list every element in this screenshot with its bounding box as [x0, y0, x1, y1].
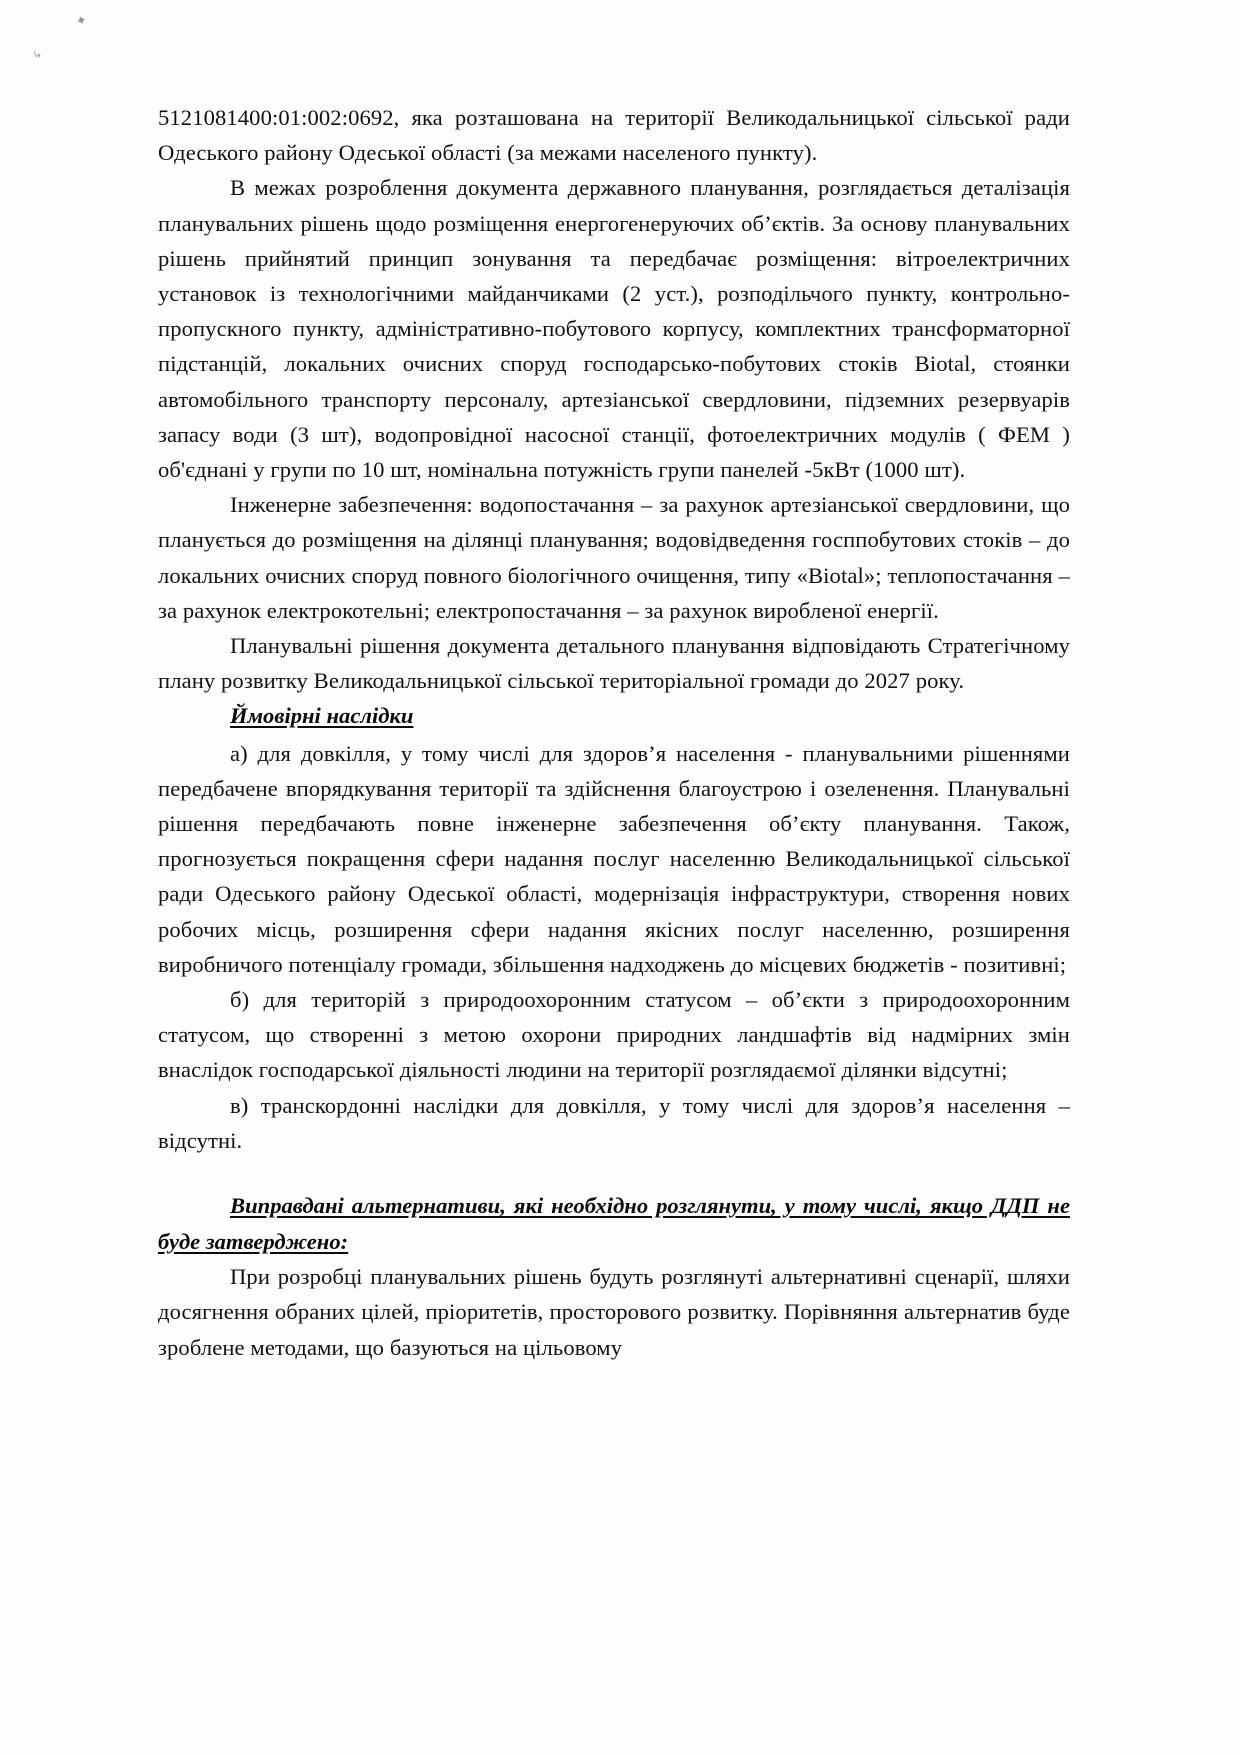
scan-artifact-icon: ✦ [73, 11, 89, 30]
paragraph-consequence-c: в) транскордонні наслідки для довкілля, у тому числі для здоров’я населення – відсутні. [158, 1092, 1070, 1153]
paragraph-cadastral-location: 5121081400:01:002:0692, яка розташована на території Великодальницької сільської ради Одеського району Одеської області (за межами населеного пункту). [158, 105, 1070, 166]
paragraph-alternatives-scenarios: При розробці планувальних рішень будуть розглянуті альтернативні сценарії, шляхи досягнення обраних цілей, пріоритетів, просторового розвитку. Порівняння альтернатив буде зроблене методами, що базуються на цільовому [158, 1264, 1070, 1360]
paragraph-strategic-plan: Планувальні рішення документа детального планування відповідають Стратегічному плану розвитку Великодальницької сільської територіальної громади до 2027 року. [158, 633, 1070, 694]
paragraph-planning-detail: В межах розроблення документа державного планування, розглядається деталізація планувальних рішень щодо розміщення енергогенеруючих об’єктів. За основу планувальних рішень прийнятий принцип зонування та передбачає розміщення: вітроелектричних установок із технологічними майданчиками (2 уст.), розподільчого пункту, контрольно-пропускного пункту, адміністративно-побутового корпусу, комплектних трансформаторної підстанцій, локальних очисних споруд господарсько-побутових стоків Biotal, стоянки автомобільного транспорту персоналу, артезіанської свердловини, підземних резервуарів запасу води (3 шт), водопровідної насосної станції, фотоелектричних модулів ( ФЕМ ) об'єднані у групи по 10 шт, номінальна потужність групи панелей -5кВт (1000 шт). [158, 175, 1070, 483]
paragraph-consequence-a: а) для довкілля, у тому числі для здоров’я населення - планувальними рішеннями передбачене впорядкування території та здійснення благоустрою і озеленення. Планувальні рішення передбачають повне інженерне забезпечення об’єкту планування. Також, прогнозується покращення сфери надання послуг населенню Великодальницької сільської ради Одеського району Одеської області, модернізація інфраструктури, створення нових робочих місць, розширення сфери надання якісних послуг населенню, розширення виробничого потенціалу громади, збільшення надходжень до місцевих бюджетів - позитивні; [158, 740, 1070, 977]
section-heading-justified-alternatives: Виправдані альтернативи, які необхідно розглянути, у тому числі, якщо ДДП не буде затверджено: [158, 1193, 1070, 1254]
paragraph-consequence-b: б) для територій з природоохоронним статусом – об’єкти з природоохоронним статусом, що створенні з метою охорони природних ландшафтів від надмірних змін внаслідок господарської діяльності людини на території розглядаємої ділянки відсутні; [158, 987, 1070, 1083]
document-body [158, 100, 1070, 1365]
section-heading-probable-consequences: Ймовірні наслідки [230, 703, 414, 729]
scan-artifact-secondary-icon: ↳ [31, 47, 44, 63]
paragraph-engineering-support: Інженерне забезпечення: водопостачання – за рахунок артезіанської свердловини, що планується до розміщення на ділянці планування; водовідведення госппобутових стоків – до локальних очисних споруд повного біологічного очищення, типу «Biotal»; теплопостачання – за рахунок електрокотельні; електропостачання – за рахунок виробленої енергії. [158, 492, 1070, 623]
